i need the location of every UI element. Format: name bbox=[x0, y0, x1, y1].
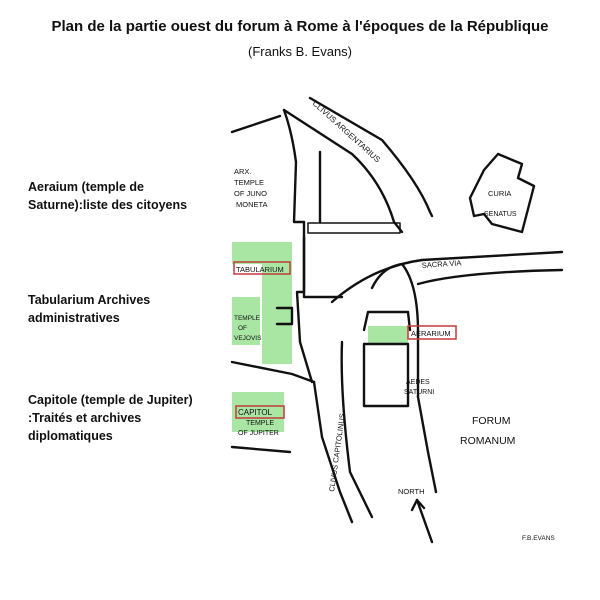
arx-label-1: ARX. bbox=[234, 167, 252, 176]
saturni-label: SATURNI bbox=[404, 389, 435, 396]
signature-label: F.B.EVANS bbox=[522, 535, 555, 542]
clivus-capitolinus-label: CLIVUS CAPITOLINUS bbox=[327, 412, 347, 493]
capitol-lines bbox=[232, 362, 314, 382]
tabularium-green bbox=[232, 242, 292, 264]
arx-upper bbox=[232, 116, 280, 132]
tabularium-block bbox=[304, 237, 342, 297]
curia-label: CURIA bbox=[488, 189, 512, 198]
north-label: NORTH bbox=[398, 487, 425, 496]
temple-vejovis-label-2: OF bbox=[238, 325, 248, 332]
arx-label-4: MONETA bbox=[236, 200, 268, 209]
capitol-base bbox=[232, 447, 290, 452]
arx-label-2: TEMPLE bbox=[234, 178, 265, 187]
aedes-label: AEDES bbox=[406, 379, 430, 386]
forum-label: FORUM bbox=[472, 415, 511, 427]
clivus-capitolinus-inner bbox=[342, 342, 372, 517]
clivus-argentarius-label: CLIVUS ARGENTARIUS bbox=[310, 98, 382, 165]
senatus-label: SENATUS bbox=[484, 211, 517, 218]
capitol-label: CAPITOL bbox=[238, 408, 273, 417]
arx-label-3: OF JUNO bbox=[234, 189, 267, 198]
aedes-saturni bbox=[364, 344, 408, 406]
aerarium-green bbox=[368, 326, 408, 344]
romanum-label: ROMANUM bbox=[460, 435, 516, 447]
hatched-bridge bbox=[308, 223, 400, 233]
temple-vejovis-label-1: TEMPLE bbox=[234, 315, 261, 322]
capitole-description: Capitole (temple de Jupiter) :Traités et archives diplomatiques bbox=[28, 393, 193, 443]
page-title: Plan de la partie ouest du forum à Rome à l'époques de la République bbox=[51, 18, 549, 35]
aerarium-label: AERARIUM bbox=[411, 329, 451, 338]
sacra-via-label: SACRA VIA bbox=[421, 258, 462, 270]
page-subtitle: (Franks B. Evans) bbox=[247, 44, 353, 59]
tabularium-label: TABULARIUM bbox=[236, 265, 284, 274]
aerarium-description: Aeraium (temple de Saturne):liste des citoyens bbox=[28, 180, 188, 212]
temple-vejovis-label-3: VEJOVIS bbox=[234, 335, 262, 342]
temple-jupiter-label-1: TEMPLE bbox=[246, 420, 275, 427]
temple-jupiter-label-2: OF JUPITER bbox=[238, 430, 279, 437]
tabularium-green-lower bbox=[262, 264, 292, 364]
road-right-down bbox=[418, 397, 436, 492]
forum-map bbox=[222, 92, 578, 562]
sacra-via-lower bbox=[418, 270, 562, 284]
tabularium-description: Tabularium Archives administratives bbox=[28, 293, 151, 325]
north-arrow-shaft bbox=[417, 500, 432, 542]
